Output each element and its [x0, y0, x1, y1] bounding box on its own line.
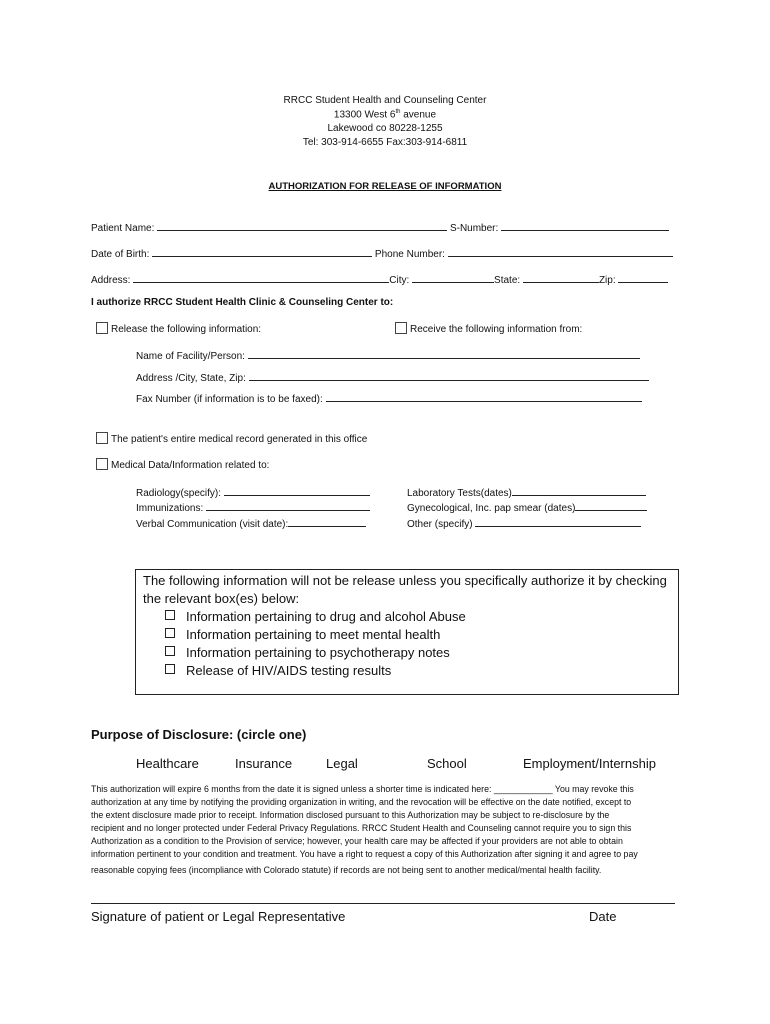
other-row: Other (specify)	[407, 516, 641, 530]
facility-address-row	[136, 370, 649, 384]
entire-record-checkbox[interactable]	[96, 432, 108, 444]
zip-label: Zip:	[598, 275, 616, 286]
medical-data-label: Medical Data/Information related to:	[111, 460, 270, 471]
lab-tests-row: Laboratory Tests(dates)	[407, 485, 646, 499]
paragraph-line-5: Authorization as a condition to the Provision of service; however, your health care may be affected if your providers are not able to obtain	[91, 836, 623, 846]
zip-field[interactable]	[618, 272, 668, 283]
org-address-line2: Lakewood co 80228-1255	[327, 123, 443, 134]
dob-label: Date of Birth:	[91, 249, 150, 260]
notice-line2: the relevant box(es) below:	[143, 591, 300, 606]
signature-line[interactable]	[91, 903, 675, 904]
state-label: State:	[494, 275, 521, 286]
notice-line1: The following information will not be release unless you specifically authorize it by checking	[143, 573, 667, 588]
org-address-line1: 13300 West 6th avenue	[333, 109, 437, 121]
verbal-communication-row: Verbal Communication (visit date):	[136, 516, 366, 530]
date-label: Date	[589, 909, 617, 924]
paragraph-line-6: information pertinent to your condition and treatment. You have a right to request a copy of this Authorization after signing it and agree to pay	[91, 849, 638, 859]
receive-checkbox[interactable]	[395, 322, 407, 334]
address-label: Address:	[91, 275, 131, 286]
purpose-school[interactable]: School	[427, 756, 467, 771]
immunizations-row: Immunizations:	[136, 500, 370, 514]
notice-option-mental-health[interactable]: Information pertaining to meet mental health	[165, 627, 440, 642]
notice-box	[135, 569, 679, 695]
purpose-heading: Purpose of Disclosure: (circle one)	[91, 727, 307, 742]
facility-address-field[interactable]	[249, 370, 649, 381]
fax-number-field[interactable]	[326, 391, 642, 402]
facility-name-field[interactable]	[248, 348, 640, 359]
form-title: AUTHORIZATION FOR RELEASE OF INFORMATION	[268, 181, 502, 192]
paragraph-line-3: the extent disclosure made prior to receipt. Information disclosed pursuant to this Authorization may be subject to re-disclosure by the	[91, 810, 610, 820]
other-field[interactable]	[475, 516, 641, 527]
radiology-row: Radiology(specify):	[136, 485, 370, 499]
pap-smear-field[interactable]	[575, 500, 647, 511]
medical-data-option[interactable]	[96, 458, 269, 471]
address-row	[91, 272, 668, 286]
s-number-label: S-Number:	[449, 223, 499, 234]
s-number-field[interactable]	[501, 220, 669, 231]
entire-record-label: The patient's entire medical record generated in this office	[111, 434, 368, 445]
facility-name-label: Name of Facility/Person:	[136, 351, 245, 362]
purpose-insurance[interactable]: Insurance	[235, 756, 293, 771]
org-name: RRCC Student Health and Counseling Center	[283, 95, 487, 106]
receive-option[interactable]	[395, 322, 582, 335]
patient-name-row	[91, 220, 669, 234]
fax-number-row	[136, 391, 642, 405]
dob-row	[91, 246, 673, 260]
address-field[interactable]	[133, 272, 389, 283]
city-field[interactable]	[412, 272, 494, 283]
notice-option-drug-alcohol[interactable]: Information pertaining to drug and alcohol Abuse	[165, 609, 466, 624]
authorize-statement: I authorize RRCC Student Health Clinic & Counseling Center to:	[91, 297, 394, 308]
fax-number-label: Fax Number (if information is to be faxed):	[136, 394, 323, 405]
signature-label: Signature of patient or Legal Representative	[91, 909, 346, 924]
entire-record-option[interactable]	[96, 432, 367, 445]
paragraph-line-7: reasonable copying fees (incompliance with Colorado statute) if records are not being sent to another medical/mental health facility.	[91, 865, 602, 875]
notice-option-psychotherapy[interactable]: Information pertaining to psychotherapy notes	[165, 645, 450, 660]
hiv-aids-checkbox[interactable]	[165, 664, 175, 674]
psychotherapy-checkbox[interactable]	[165, 646, 175, 656]
verbal-communication-field[interactable]	[288, 516, 366, 527]
paragraph-line-4: recipient and no longer protected under Federal Privacy Regulations. RRCC Student Health and Counseling cannot require you to sign this	[91, 823, 632, 833]
release-label: Release the following information:	[111, 324, 262, 335]
radiology-field[interactable]	[224, 485, 370, 496]
immunizations-field[interactable]	[206, 500, 370, 511]
phone-number-label: Phone Number:	[374, 249, 445, 260]
dob-field[interactable]	[152, 246, 372, 257]
release-option[interactable]	[96, 322, 261, 335]
phone-number-field[interactable]	[448, 246, 673, 257]
city-label: City:	[389, 275, 410, 286]
lab-tests-field[interactable]	[512, 485, 646, 496]
patient-name-label: Patient Name:	[91, 223, 155, 234]
patient-name-field[interactable]	[157, 220, 447, 231]
medical-data-checkbox[interactable]	[96, 458, 108, 470]
purpose-legal[interactable]: Legal	[326, 756, 358, 771]
facility-name-row	[136, 348, 640, 362]
purpose-healthcare[interactable]: Healthcare	[136, 756, 199, 771]
purpose-employment[interactable]: Employment/Internship	[523, 756, 656, 771]
receive-label: Receive the following information from:	[410, 324, 583, 335]
pap-smear-row: Gynecological, Inc. pap smear (dates)	[407, 500, 647, 514]
mental-health-checkbox[interactable]	[165, 628, 175, 638]
release-checkbox[interactable]	[96, 322, 108, 334]
facility-address-label: Address /City, State, Zip:	[136, 373, 246, 384]
paragraph-line-1: This authorization will expire 6 months from the date it is signed unless a shorter time is indicated here: ____________ You may revoke this	[91, 784, 634, 794]
paragraph-line-2: authorization at any time by notifying the providing organization in writing, and the revocation will be effective on the date notified, except to	[91, 797, 632, 807]
org-phone: Tel: 303-914-6655 Fax:303-914-6811	[302, 137, 468, 148]
state-field[interactable]	[523, 272, 599, 283]
drug-alcohol-checkbox[interactable]	[165, 610, 175, 620]
notice-option-hiv-aids[interactable]: Release of HIV/AIDS testing results	[165, 663, 391, 678]
